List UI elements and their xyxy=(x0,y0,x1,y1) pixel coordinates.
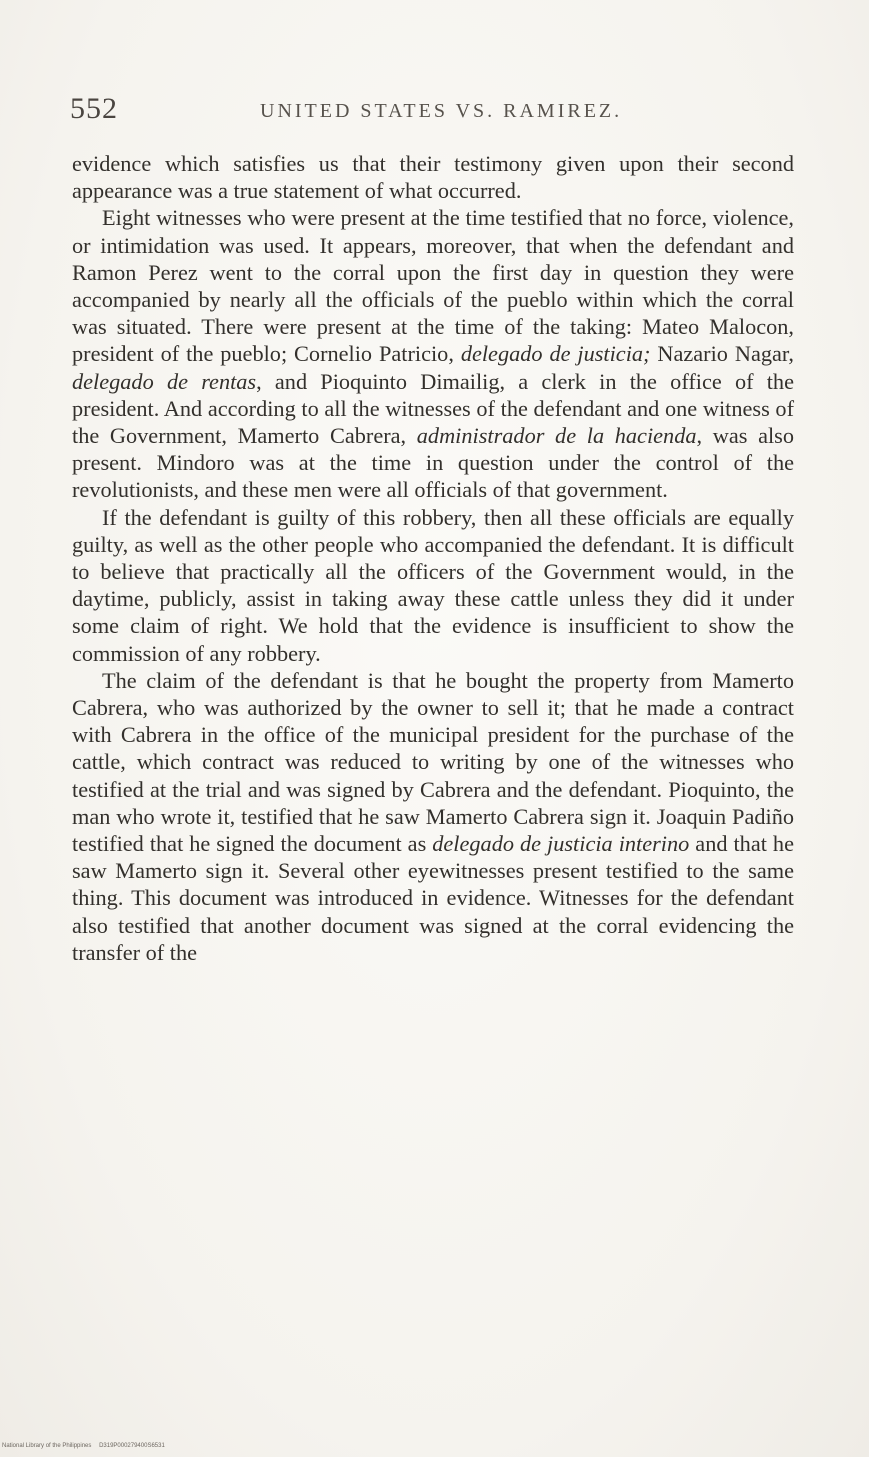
paragraph-2-italic-d: delegado de rentas xyxy=(72,368,257,394)
footer-code: D319P000279400S6531 xyxy=(99,1443,165,1449)
paragraph-1: evidence which satisfies us that their testimony given upon their second appearance was a true statement of what occurred. xyxy=(72,151,794,204)
footer-library: National Library of the Philippines xyxy=(2,1443,92,1449)
paragraph-4-text-a: The claim of the defendant is that he bought the property from Mamerto Cabrera, who was authorized by the owner to sell it; that he made a contract with Cabrera in the office of the municipal president for the purchase of the cattle, which contract was reduced to writing by one of the witnesses who testified at the trial and was signed by Cabrera and the defendant. Pioquinto, the man who wrote it, testified that he saw Mamerto Cabrera sign it. Joaquin Padiño testified that he signed the document as xyxy=(72,667,794,857)
scan-footer xyxy=(2,1443,171,1449)
page-header xyxy=(70,92,800,132)
paragraph-2-text-g: , was also present. Mindoro was at the time in question under the control of the revolutionists, and these men were all officials of that government. xyxy=(72,423,794,503)
paragraph-2-text-e: , and Pioquinto Dimailig, a clerk in the office of the president. And according to all the witnesses of the defendant and one witness of the Government, Mamerto Cabrera, xyxy=(72,368,794,449)
paragraph-4 xyxy=(72,667,794,966)
paragraph-2-italic-b: delegado de justicia; xyxy=(460,341,651,367)
page-number: 552 xyxy=(70,92,118,125)
paragraph-2 xyxy=(72,204,794,503)
body-text xyxy=(72,150,794,966)
running-title: UNITED STATES VS. RAMIREZ. xyxy=(260,100,623,122)
paragraph-4-italic-b: delegado de justicia interino xyxy=(432,831,690,857)
paragraph-2-text-c: Nazario Nagar, xyxy=(650,341,795,367)
paragraph-4-text-c: and that he saw Mamerto sign it. Several other eyewitnesses present testified to the same thing. This document was introduced in evidence. Witnesses for the defendant also testified that another document was signed at the corral evidencing the transfer of the xyxy=(72,831,794,965)
paragraph-3: If the defendant is guilty of this robbery, then all these officials are equally guilty, as well as the other people who accompanied the defendant. It is difficult to believe that practically all the officers of the Government would, in the daytime, publicly, assist in taking away these cattle unless they did it under some claim of right. We hold that the evidence is insufficient to show the commission of any robbery. xyxy=(72,504,794,666)
paragraph-2-text-a: Eight witnesses who were present at the time testified that no force, violence, or intimidation was used. It appears, moreover, that when the defendant and Ramon Perez went to the corral upon the first day in question they were accompanied by nearly all the officials of the pueblo within which the corral was situated. There were present at the time of the taking: Mateo Malocon, president of the pueblo; Cornelio Patricio, xyxy=(72,205,794,367)
paragraph-2-italic-f: administrador de la hacienda xyxy=(416,423,697,449)
